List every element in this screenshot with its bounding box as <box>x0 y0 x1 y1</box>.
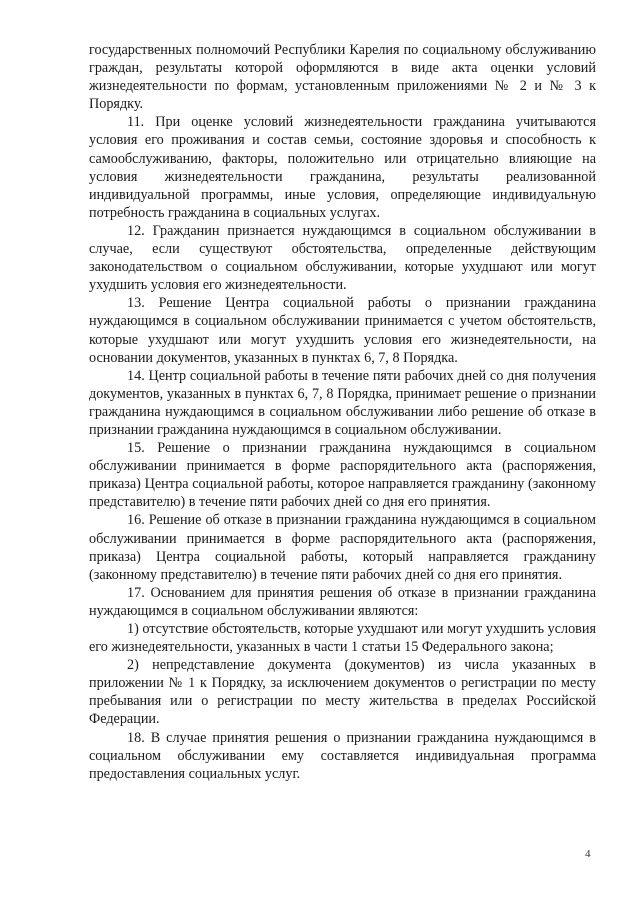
paragraph-13: 13. Решение Центра социальной работы о признании гражданина нуждающимся в социальном обслуживании принимается с учетом обстоятельств, которые ухудшают или могут ухудшить условия его жизнедеятельности, на основании документов, указанных в пунктах 6, 7, 8 Порядка. <box>89 295 596 366</box>
paragraph-17: 17. Основанием для принятия решения об отказе в признании гражданина нуждающимся в социальном обслуживании являются: <box>89 584 596 619</box>
page-number: 4 <box>585 848 591 860</box>
paragraph-17-item-2: 2) непредставление документа (документов) из числа указанных в приложении № 1 к Порядку, за исключением документов о регистрации по месту пребывания или о регистрации по месту жительства в пределах Российской Федерации. <box>89 657 596 728</box>
paragraph-11: 11. При оценке условий жизнедеятельности гражданина учитываются условия его проживания и состав семьи, состояние здоровья и способность к самообслуживанию, факторы, положительно или отрицательно влияющие на условия жизнедеятельности гражданина, результаты реализованной индивидуальной программы, иные условия, определяющие индивидуальную потребность гражданина в социальных услугах. <box>89 114 596 221</box>
paragraph-15: 15. Решение о признании гражданина нуждающимся в социальном обслуживании принимается в форме распорядительного акта (распоряжения, приказа) Центра социальной работы, которое направляется гражданину (законному представителю) в течение пяти рабочих дней со дня его принятия. <box>89 440 596 511</box>
paragraph-14: 14. Центр социальной работы в течение пяти рабочих дней со дня получения документов, указанных в пунктах 6, 7, 8 Порядка, принимает решение о признании гражданина нуждающимся в социальном обслуживании либо решение об отказе в признании гражданина нуждающимся в социальном обслуживании. <box>89 367 596 438</box>
paragraph-17-item-1: 1) отсутствие обстоятельств, которые ухудшают или могут ухудшить условия его жизнедеятельности, указанных в части 1 статьи 15 Федерального закона; <box>89 621 596 656</box>
document-body <box>89 41 596 783</box>
paragraph-18: 18. В случае принятия решения о признании гражданина нуждающимся в социальном обслуживании ему составляется индивидуальная программа предоставления социальных услуг. <box>89 729 596 782</box>
paragraph-12: 12. Гражданин признается нуждающимся в социальном обслуживании в случае, если существуют обстоятельства, определенные действующим законодательством о социальном обслуживании, которые ухудшают или могут ухудшить условия его жизнедеятельности. <box>89 222 596 294</box>
paragraph-continuation: государственных полномочий Республики Карелия по социальному обслуживанию граждан, результаты которой оформляются в виде акта оценки условий жизнедеятельности по формам, установленным приложениями № 2 и № 3 к Порядку. <box>89 42 596 113</box>
paragraph-16: 16. Решение об отказе в признании гражданина нуждающимся в социальном обслуживании принимается в форме распорядительного акта (распоряжения, приказа) Центра социальной работы, который направляется гражданину (законному представителю) в течение пяти рабочих дней со дня его принятия. <box>89 512 596 583</box>
